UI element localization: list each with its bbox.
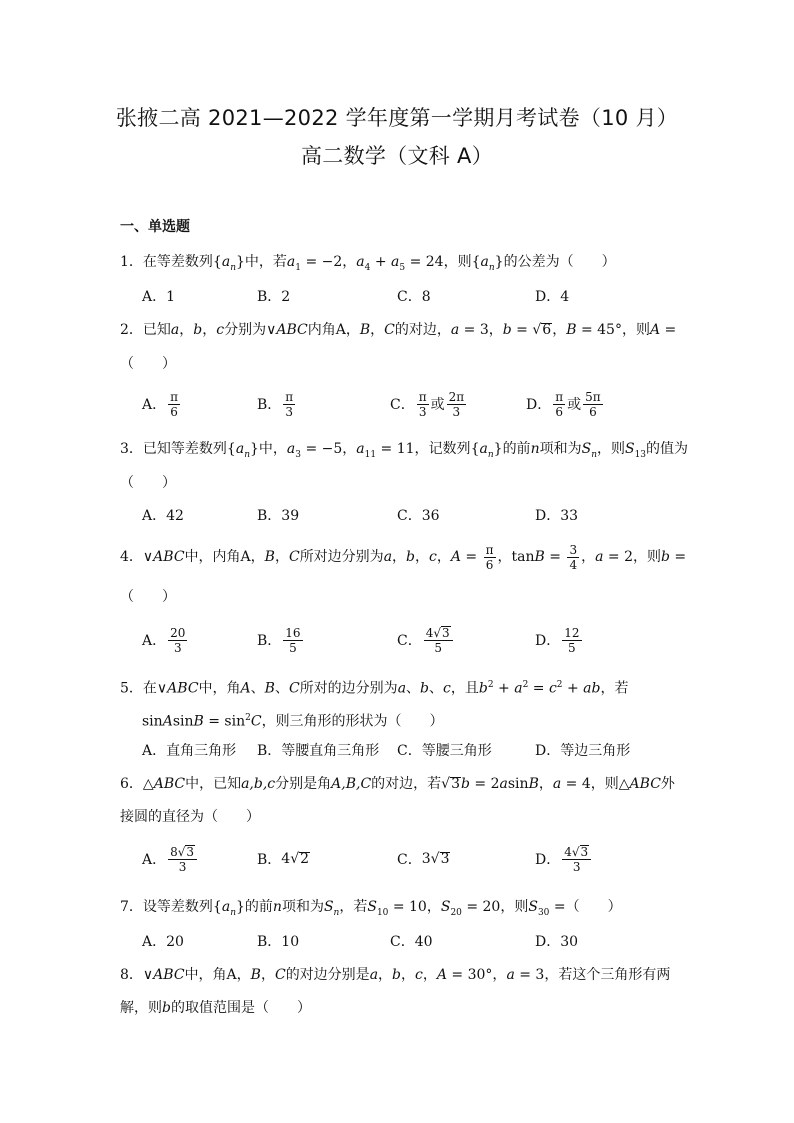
option-c: C． 3 √ 3 — [397, 851, 450, 868]
option-d: D． $\frac{12}{5}$ — [535, 625, 580, 655]
option-d: D． $\frac{\pi}{6}$ 或 $\frac{5\pi}{6}$ — [526, 389, 601, 419]
question-2-blank: （ ） — [120, 356, 176, 372]
option-c: C．36 — [397, 508, 440, 524]
option-b: B． $\frac{\pi}{3}$ — [257, 389, 294, 419]
option-b: B．39 — [257, 508, 300, 524]
question-1: 1．在等差数列$\{a_n\}$中，若$a_1 = -2$，$a_4 + a_5 = 24$，则$\{a_n\}$的公差为（ ） — [120, 254, 616, 273]
option-a: A．直角三角形 — [142, 743, 237, 759]
question-8-cont: 解，则b的取值范围是（ ） — [120, 1000, 311, 1016]
question-5-cont: sinAsinB = $\sin^2C$，则三角形的形状为（ ） — [142, 713, 444, 730]
option-b: B．等腰直角三角形 — [257, 743, 380, 759]
exam-title: 张掖二高 2021—2022 学年度第一学期月考试卷（10 月） — [115, 106, 679, 130]
option-c: C．8 — [397, 289, 431, 305]
option-c: C．40 — [390, 934, 433, 950]
question-number: 7． — [120, 899, 143, 915]
question-4-blank: （ ） — [120, 589, 176, 605]
question-3-blank: （ ） — [120, 475, 176, 491]
option-d: D．33 — [535, 508, 579, 524]
option-a: A．42 — [142, 508, 184, 524]
option-d: D．30 — [535, 934, 579, 950]
question-8: 8．∨ABC中，角A，B，C的对边分别是a，b，c，A = 30°，a = 3，若这个三角形有两 — [120, 967, 671, 983]
question-number: 6． — [120, 776, 143, 792]
option-b: B． 4 √ 2 — [257, 851, 310, 868]
option-a: A．1 — [142, 289, 176, 305]
option-a: A． 8 √ 3 3 — [142, 842, 199, 876]
option-d: D．等边三角形 — [535, 743, 631, 759]
option-a: A． $\frac{20}{3}$ — [142, 625, 186, 655]
question-6-cont: 接圆的直径为（ ） — [120, 809, 260, 825]
question-number: 5． — [120, 680, 143, 697]
question-number: 2． — [120, 322, 143, 338]
option-c: C． $\frac{\pi}{3}$ 或 $\frac{2\pi}{3}$ — [390, 389, 465, 419]
question-5: 5．在∨ABC中，角A、B、C所对的边分别为a、b、c，且$b^2 + a^2 = c^2$ + ab，若 — [120, 680, 629, 697]
option-a: A． $\frac{\pi}{6}$ — [142, 389, 179, 419]
option-c: C． 4 √ 3 5 — [397, 623, 455, 657]
option-d: D．4 — [535, 289, 570, 305]
question-4: 4．∨ABC中，内角A，B，C所对边分别为a，b，c，A = $\frac{\pi}{6}$ ，tanB = $\frac{3}{4}$ ，a = 2，则b = — [120, 542, 687, 572]
option-b: B．10 — [257, 934, 300, 950]
option-b: B．2 — [257, 289, 291, 305]
question-number: 3． — [120, 441, 143, 457]
question-2: 2．已知a，b，c分别为∨ABC内角A，B，C的对边，a = 3，b = √ 6 ，B = 45°，则A = — [120, 322, 677, 338]
exam-subtitle: 高二数学（文科 A） — [300, 144, 494, 168]
question-7: 7．设等差数列$\{a_n\}$的前n项和为$S_n$，若$S_{10} = 10$，$S_{20} = 20$，则$S_{30}$ =（ ） — [120, 899, 622, 918]
question-3: 3．已知等差数列$\{a_n\}$中，$a_3 = -5$，$a_{11} = 11$，记数列$\{a_n\}$的前n项和为$S_n$，则$S_{13}$的值为 — [120, 441, 689, 460]
option-a: A．20 — [142, 934, 184, 950]
question-number: 8． — [120, 967, 143, 983]
section-heading: 一、单选题 — [120, 219, 190, 235]
option-c: C．等腰三角形 — [397, 743, 492, 759]
option-d: D． 4 √ 3 3 — [535, 842, 593, 876]
question-number: 1． — [120, 254, 143, 270]
question-number: 4． — [120, 549, 143, 565]
option-b: B． $\frac{16}{5}$ — [257, 625, 301, 655]
question-6: 6．△ABC中，已知a,b,c分别是角A,B,C的对边，若 √ 3 b = 2asinB，a = 4，则△ABC外 — [120, 776, 675, 792]
